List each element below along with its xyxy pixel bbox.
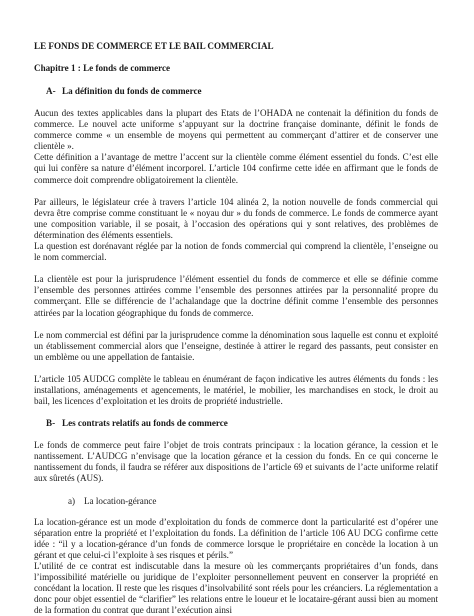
subsection-a-text: La location-gérance — [84, 495, 157, 506]
section-a-text: La définition du fonds de commerce — [62, 86, 202, 96]
subsection-a-heading — [68, 496, 438, 507]
paragraph-fonds-commercial — [34, 197, 438, 264]
paragraph-line: L’utilité de ce contrat est indiscutable dans la mesure où les commerçants propriétaires d’un fonds, dans l’impossibilité matérielle ou juridique de l’exploiter personnellement peuvent en conserver la propriété en concédant la location. Il reste que les risques d’insolvabilité sont réels pour les créanciers. La réglementation a donc pour objet essentiel de “clarifier” les relations entre le loueur et le locataire-gérant aussi bien au moment de la formation du contrat que durant l’exécution ainsi — [34, 560, 438, 616]
paragraph-location-gerance — [34, 517, 438, 616]
subsection-a-letter: a) — [68, 495, 76, 506]
section-b-heading — [46, 418, 438, 429]
paragraph-line: Aucun des textes applicables dans la plupart des Etats de l’OHADA ne contenait la définition du fonds de commerce. Le nouvel acte uniforme s’appuyant sur la doctrine française dominante, définit le fonds de commerce comme « un ensemble de moyens qui permettent au commerçant d’attirer et de conserver une clientèle ». — [34, 108, 438, 152]
paragraph-article-105: L’article 105 AUDCG complète le tableau en énumérant de façon indicative les autres éléments du fonds : les installations, aménagements et agencements, le matériel, le mobilier, les marchandises en stock, le droit au bail, les licences d’exploitation et les droits de propriété industrielle. — [34, 373, 438, 407]
section-a-heading — [46, 86, 438, 97]
paragraph-line: La question est dorénavant réglée par la notion de fonds commercial qui comprend la clientèle, l’enseigne ou le nom commercial. — [34, 241, 438, 263]
paragraph-line: Cette définition a l’avantage de mettre l’accent sur la clientèle comme élément essentiel du fonds. C’est elle qui lui confère sa nature d’élément incorporel. L’article 104 confirme cette idée en affirmant que le fonds de commerce doit comprendre obligatoirement la clientèle. — [34, 152, 438, 185]
paragraph-contrats: Le fonds de commerce peut faire l’objet de trois contrats principaux : la location gérance, la cession et le nantissement. L’AUDCG n’envisage que la location gérance et la cession du fonds. En ce qui concerne le nantissement du fonds, il faudra se référer aux dispositions de l’article 69 et suivants de l’acte uniforme relatif aux sûretés (AUS). — [34, 440, 438, 484]
paragraph-line: Par ailleurs, le législateur crée à travers l’article 104 alinéa 2, la notion nouvelle de fonds commercial qui devra être comprise comme constituant le « noyau dur » du fonds de commerce. Le fonds de commerce ayant une composition variable, il se posait, à l’occasion des opérations qui y sont relatives, des problèmes de détermination des éléments essentiels. — [34, 196, 438, 240]
chapter-heading: Chapitre 1 : Le fonds de commerce — [34, 63, 171, 73]
paragraph-clientele: La clientèle est pour la jurisprudence l’élément essentiel du fonds de commerce et elle se définie comme l’ensemble des personnes attirées comme l’ensemble des personnes attirées par la personnalité propre du commerçant. Elle se différencie de l’achalandage que la doctrine définit comme l’ensemble des personnes attirées par la location géographique du fonds de commerce. — [34, 274, 438, 318]
section-a-letter: A- — [46, 86, 56, 96]
document-title: LE FONDS DE COMMERCE ET LE BAIL COMMERCIAL — [34, 41, 274, 51]
paragraph-line: La location-gérance est un mode d’exploitation du fonds de commerce dont la particularité est d’opérer une séparation entre la propriété et l’exploitation du fonds. La définition de l’article 106 AU DCG confirme cette idée : “il y a location-gérance d’un fonds de commerce lorsque le propriétaire en concède la location à un gérant et que celui-ci l’exploite à ses risques et périls.” — [34, 516, 438, 560]
section-b-text: Les contrats relatifs au fonds de commerce — [62, 418, 228, 429]
paragraph-nom-commercial: Le nom commercial est défini par la jurisprudence comme la dénomination sous laquelle est connu et exploité un établissement commercial alors que l’enseigne, destinée à attirer le regard des passants, peut consister en un emblème ou une appellation de fantaisie. — [34, 329, 438, 362]
section-b-letter: B- — [46, 418, 56, 429]
paragraph-definition — [34, 108, 438, 186]
